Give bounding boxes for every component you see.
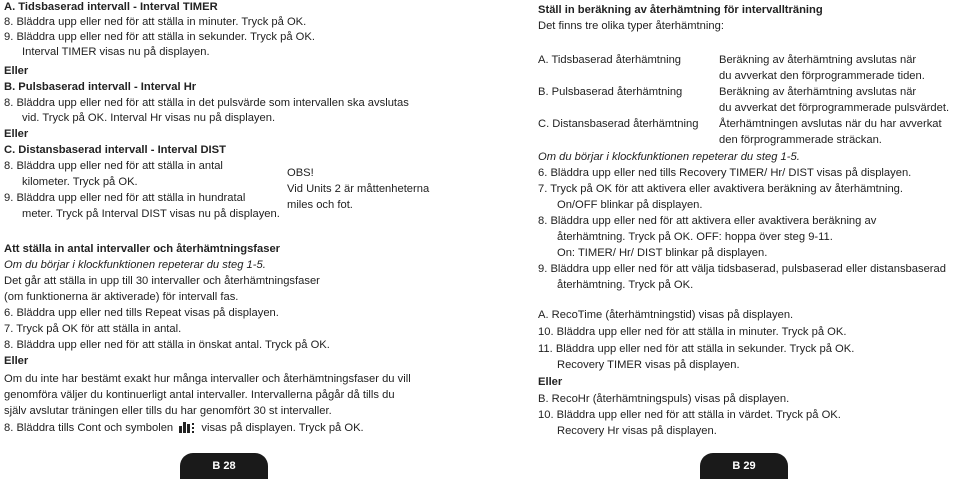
heading-b: B. Pulsbaserad intervall - Interval Hr [4, 81, 197, 93]
text-line: 8. Bläddra upp eller ned för att ställa in antal [4, 160, 223, 172]
eller-label: Eller [4, 355, 29, 367]
text-line: 10. Bläddra upp eller ned för att ställa in minuter. Tryck på OK. [538, 326, 847, 338]
obs-title: OBS! [287, 167, 314, 179]
text-segment: visas på displayen. Tryck på OK. [201, 422, 364, 434]
recovery-type-desc: den förprogrammerade sträckan. [719, 134, 882, 146]
heading-a: A. Tidsbaserad intervall - Interval TIMER [4, 1, 218, 13]
text-line: meter. Tryck på Interval DIST visas nu på displayen. [22, 208, 280, 220]
text-line: själv avslutar träningen eller tills du har genomfört 30 st intervaller. [4, 405, 332, 417]
text-line: Det går att ställa in upp till 30 intervaller och återhämtningsfaser [4, 275, 320, 287]
recovery-type-desc: Återhämtningen avslutas när du har avverkat [719, 118, 942, 130]
text-line: 9. Bläddra upp eller ned för att ställa in sekunder. Tryck på OK. [4, 31, 315, 43]
text-line: Recovery TIMER visas på displayen. [557, 359, 740, 371]
text-line: Om du börjar i klockfunktionen repeterar du steg 1-5. [538, 151, 800, 163]
section-heading: Ställ in beräkning av återhämtning för intervallträning [538, 4, 823, 16]
text-line: 9. Bläddra upp eller ned för att välja tidsbaserad, pulsbaserad eller distansbaserad [538, 263, 946, 275]
page-number-badge: B 29 [700, 453, 788, 479]
recovery-type-desc: Beräkning av återhämtning avslutas när [719, 86, 917, 98]
text-line: B. RecoHr (återhämtningspuls) visas på displayen. [538, 393, 790, 405]
eller-label: Eller [538, 376, 563, 388]
text-line: 11. Bläddra upp eller ned för att ställa in sekunder. Tryck på OK. [538, 343, 855, 355]
text-segment: 8. Bläddra tills Cont och symbolen [4, 422, 174, 434]
text-line: 7. Tryck på OK för att ställa in antal. [4, 323, 182, 335]
eller-label: Eller [4, 128, 29, 140]
text-line: On/OFF blinkar på displayen. [557, 199, 703, 211]
text-line: Om du inte har bestämt exakt hur många intervaller och återhämtningsfaser du vill [4, 373, 411, 385]
text-line: 7. Tryck på OK för att aktivera eller avaktivera beräkning av återhämtning. [538, 183, 904, 195]
recovery-type-desc: du avverkat det förprogrammerade pulsvärdet. [719, 102, 950, 114]
text-line: On: TIMER/ Hr/ DIST blinkar på displayen. [557, 247, 768, 259]
heading-c: C. Distansbaserad intervall - Interval DIST [4, 144, 226, 156]
eller-label: Eller [4, 65, 29, 77]
obs-line: miles och fot. [287, 199, 353, 211]
text-line: 8. Bläddra upp eller ned för att ställa in minuter. Tryck på OK. [4, 16, 307, 28]
text-line: 8. Bläddra upp eller ned för att ställa in det pulsvärde som intervallen ska avslutas [4, 97, 409, 109]
text-line: Det finns tre olika typer återhämtning: [538, 20, 724, 32]
text-line-with-icon [4, 420, 364, 439]
interval-symbol-icon [178, 420, 196, 439]
text-line: 9. Bläddra upp eller ned för att ställa in hundratal [4, 192, 246, 204]
text-line: Om du börjar i klockfunktionen repeterar du steg 1-5. [4, 259, 266, 271]
recovery-type-label: B. Pulsbaserad återhämtning [538, 86, 683, 98]
text-line: 6. Bläddra upp eller ned tills Recovery TIMER/ Hr/ DIST visas på displayen. [538, 167, 912, 179]
text-line: kilometer. Tryck på OK. [22, 176, 138, 188]
recovery-type-desc: Beräkning av återhämtning avslutas när [719, 54, 917, 66]
text-line: genomföra väljer du kontinuerligt antal intervaller. Intervallerna pågår då tills du [4, 389, 395, 401]
text-line: Interval TIMER visas nu på displayen. [22, 46, 210, 58]
page-number-badge: B 28 [180, 453, 268, 479]
text-line: 6. Bläddra upp eller ned tills Repeat visas på displayen. [4, 307, 279, 319]
text-line: (om funktionerna är aktiverade) för intervall fas. [4, 291, 239, 303]
text-line: återhämtning. Tryck på OK. OFF: hoppa över steg 9-11. [557, 231, 833, 243]
recovery-type-label: C. Distansbaserad återhämtning [538, 118, 699, 130]
text-line: återhämtning. Tryck på OK. [557, 279, 694, 291]
text-line: 8. Bläddra upp eller ned för att aktivera eller avaktivera beräkning av [538, 215, 877, 227]
text-line: 10. Bläddra upp eller ned för att ställa in värdet. Tryck på OK. [538, 409, 841, 421]
section-heading: Att ställa in antal intervaller och återhämtningsfaser [4, 243, 281, 255]
text-line: vid. Tryck på OK. Interval Hr visas nu på displayen. [22, 112, 276, 124]
text-line: 8. Bläddra upp eller ned för att ställa in önskat antal. Tryck på OK. [4, 339, 330, 351]
recovery-type-label: A. Tidsbaserad återhämtning [538, 54, 682, 66]
text-line: A. RecoTime (återhämtningstid) visas på displayen. [538, 309, 794, 321]
text-line: Recovery Hr visas på displayen. [557, 425, 717, 437]
recovery-type-desc: du avverkat den förprogrammerade tiden. [719, 70, 925, 82]
obs-line: Vid Units 2 är måttenheterna [287, 183, 430, 195]
